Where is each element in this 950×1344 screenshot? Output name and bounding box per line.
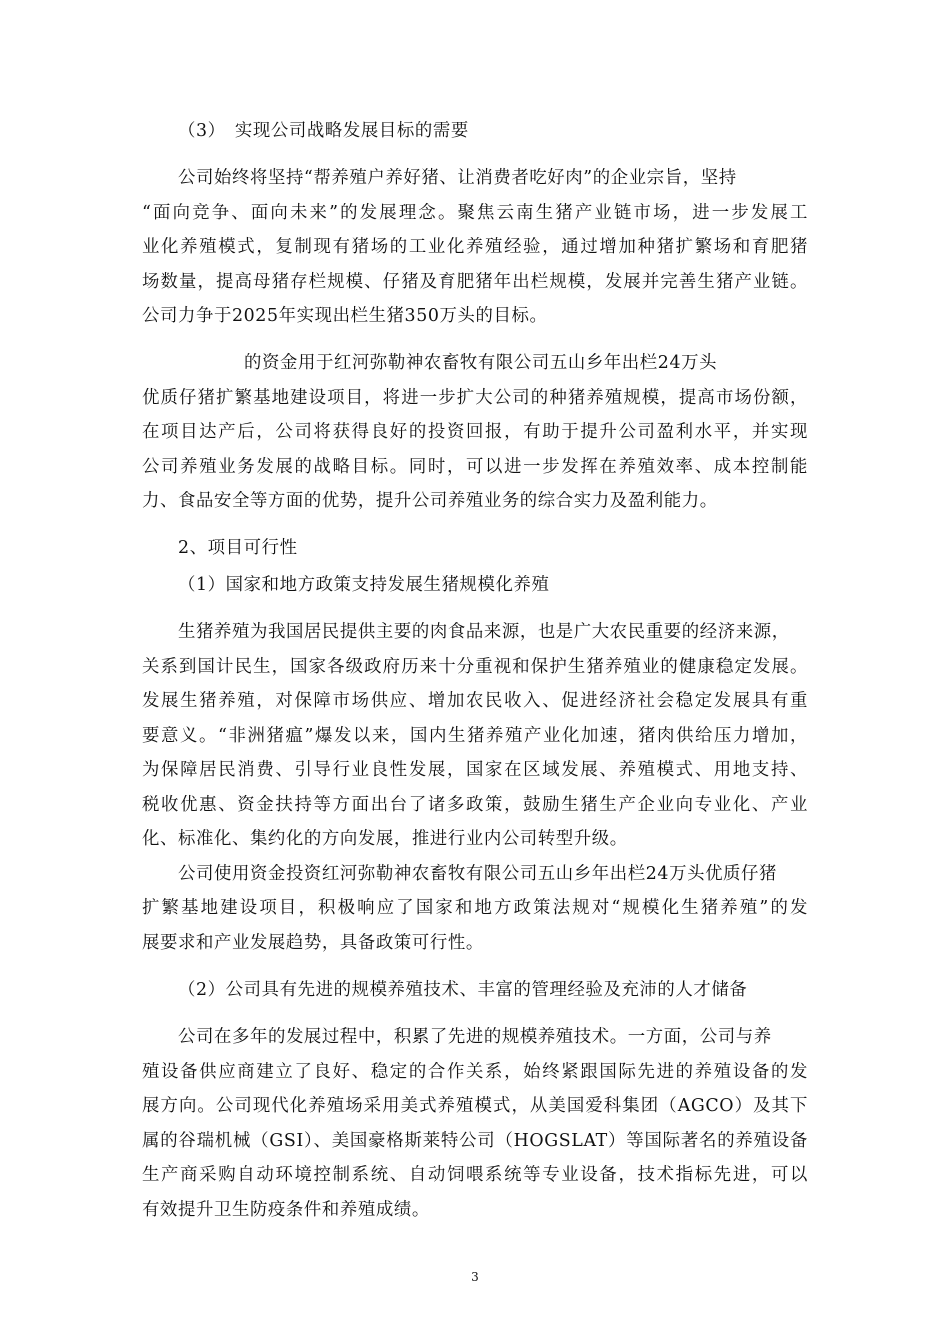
paragraph-line: 发展生猪养殖，对保障市场供应、增加农民收入、促进经济社会稳定发展具有重 (142, 691, 808, 711)
paragraph-line: 公司养殖业务发展的战略目标。同时，可以进一步发挥在养殖效率、成本控制能 (142, 457, 808, 477)
paragraph-line: 力、食品安全等方面的优势，提升公司养殖业务的综合实力及盈利能力。 (142, 491, 718, 511)
paragraph-line: 公司始终将坚持“帮养殖户养好猪、让消费者吃好肉”的企业宗旨，坚持 (178, 168, 737, 188)
paragraph-line: “面向竞争、面向未来”的发展理念。聚焦云南生猪产业链市场，进一步发展工 (142, 203, 808, 223)
paragraph-line: 有效提升卫生防疫条件和养殖成绩。 (142, 1200, 430, 1220)
paragraph-line: 优质仔猪扩繁基地建设项目，将进一步扩大公司的种猪养殖规模，提高市场份额， (142, 388, 808, 408)
paragraph-line: 公司力争于2025年实现出栏生猪350万头的目标。 (142, 306, 548, 326)
paragraph-line: 属的谷瑞机械（GSI）、美国豪格斯莱特公司（HOGSLAT）等国际著名的养殖设备 (142, 1131, 808, 1151)
paragraph-line: 生产商采购自动环境控制系统、自动饲喂系统等专业设备，技术指标先进，可以 (142, 1165, 808, 1185)
paragraph-line: 公司使用资金投资红河弥勒神农畜牧有限公司五山乡年出栏24万头优质仔猪 (178, 864, 778, 884)
page-number: 3 (471, 1270, 479, 1284)
paragraph-line: 化、标准化、集约化的方向发展，推进行业内公司转型升级。 (142, 829, 628, 849)
paragraph-line: 扩繁基地建设项目，积极响应了国家和地方政策法规对“规模化生猪养殖”的发 (142, 898, 808, 918)
paragraph-line: 公司在多年的发展过程中，积累了先进的规模养殖技术。一方面，公司与养 (178, 1027, 772, 1047)
subsection-heading-2: （2）公司具有先进的规模养殖技术、丰富的管理经验及充沛的人才储备 (178, 980, 748, 1000)
paragraph-line: 关系到国计民生，国家各级政府历来十分重视和保护生猪养殖业的健康稳定发展。 (142, 657, 808, 677)
section-heading: 2、项目可行性 (178, 538, 298, 558)
paragraph-line: 殖设备供应商建立了良好、稳定的合作关系，始终紧跟国际先进的养殖设备的发 (142, 1062, 808, 1082)
paragraph-line: 要意义。“非洲猪瘟”爆发以来，国内生猪养殖产业化加速，猪肉供给压力增加， (142, 726, 808, 746)
paragraph-line: 税收优惠、资金扶持等方面出台了诸多政策，鼓励生猪生产企业向专业化、产业 (142, 795, 808, 815)
paragraph-line: 生猪养殖为我国居民提供主要的肉食品来源，也是广大农民重要的经济来源， (178, 622, 790, 642)
paragraph-line: 的资金用于红河弥勒神农畜牧有限公司五山乡年出栏24万头 (244, 353, 718, 373)
paragraph-line: 在项目达产后，公司将获得良好的投资回报，有助于提升公司盈利水平，并实现 (142, 422, 808, 442)
paragraph-line: 业化养殖模式，复制现有猪场的工业化养殖经验，通过增加种猪扩繁场和育肥猪 (142, 237, 808, 257)
paragraph-line: 展要求和产业发展趋势，具备政策可行性。 (142, 933, 484, 953)
subsection-heading-3: （3） 实现公司战略发展目标的需要 (178, 121, 469, 141)
subsection-heading-1: （1）国家和地方政策支持发展生猪规模化养殖 (178, 575, 550, 595)
paragraph-line: 为保障居民消费、引导行业良性发展，国家在区域发展、养殖模式、用地支持、 (142, 760, 808, 780)
paragraph-line: 场数量，提高母猪存栏规模、仔猪及育肥猪年出栏规模，发展并完善生猪产业链。 (142, 272, 808, 292)
paragraph-line: 展方向。公司现代化养殖场采用美式养殖模式，从美国爱科集团（AGCO）及其下 (142, 1096, 808, 1116)
